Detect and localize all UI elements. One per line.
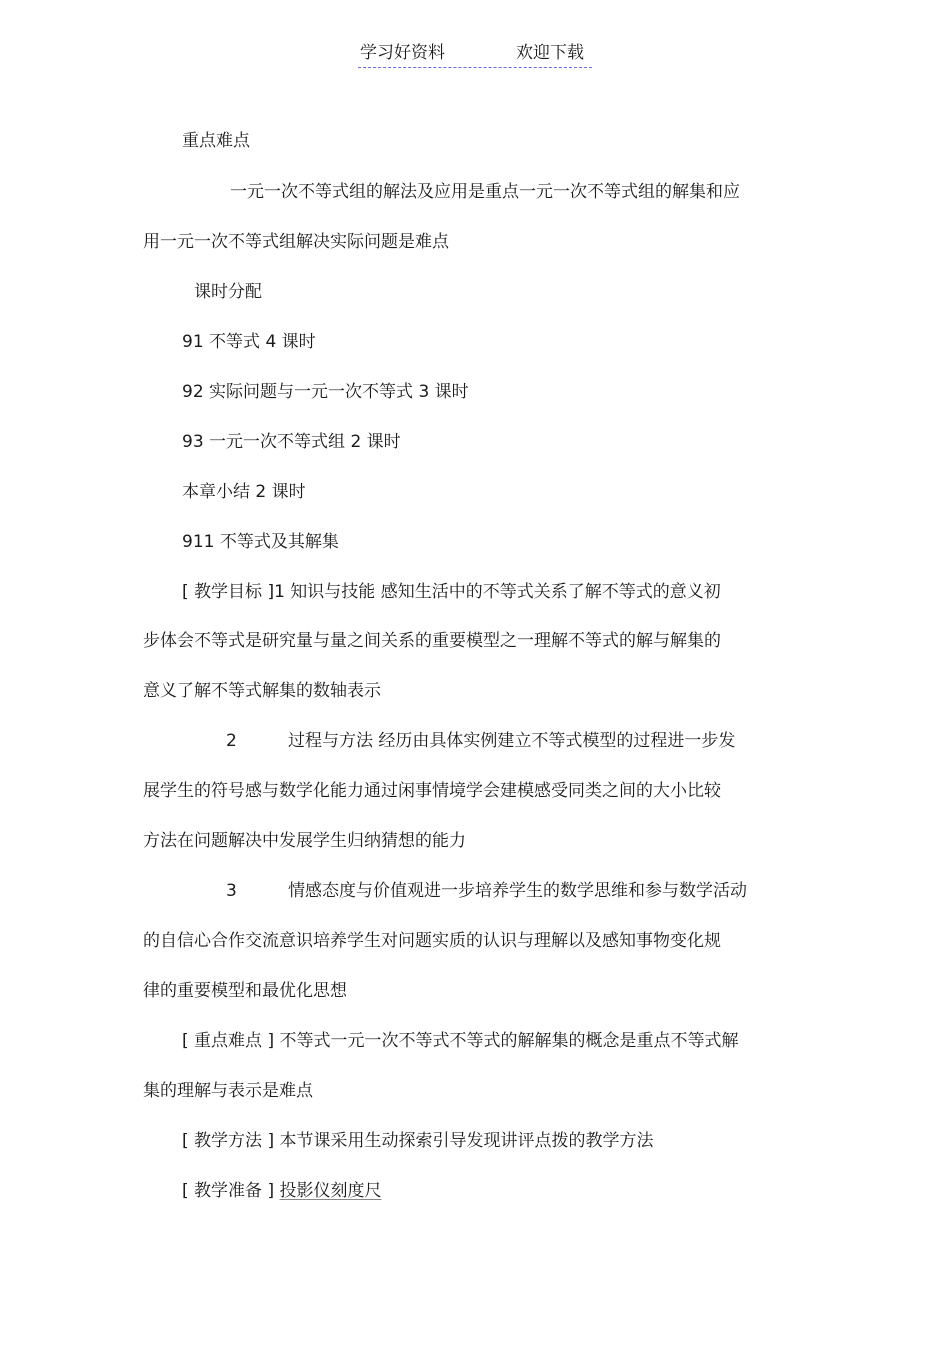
- heading-key-points: 重点难点: [182, 131, 250, 151]
- paragraph-line: 一元一次不等式组的解法及应用是重点一元一次不等式组的解集和应: [230, 182, 740, 202]
- schedule-item: 92 实际问题与一元一次不等式 3 课时: [182, 382, 469, 402]
- paragraph-line: 展学生的符号感与数学化能力通过闲事情境学会建模感受同类之间的大小比较: [143, 781, 721, 801]
- list-number: 2: [226, 731, 237, 751]
- prep-items: 投影仪刻度尺: [279, 1181, 382, 1201]
- schedule-item: 本章小结 2 课时: [182, 482, 306, 502]
- paragraph-line: 集的理解与表示是难点: [143, 1081, 313, 1101]
- paragraph-line: 过程与方法 经历由具体实例建立不等式模型的过程进一步发: [288, 731, 736, 751]
- paragraph-line: 情感态度与价值观进一步培养学生的数学思维和参与数学活动: [288, 881, 747, 901]
- label-prep: [ 教学准备 ]: [182, 1181, 280, 1201]
- paragraph-line: 步体会不等式是研究量与量之间关系的重要模型之一理解不等式的解与解集的: [143, 631, 721, 651]
- paragraph-line: 方法在问题解决中发展学生归纳猜想的能力: [143, 831, 466, 851]
- header-left-text: 学习好资料: [360, 43, 445, 63]
- schedule-item: 91 不等式 4 课时: [182, 332, 316, 352]
- paragraph-line: [ 重点难点 ] 不等式一元一次不等式不等式的解解集的概念是重点不等式解: [182, 1031, 739, 1051]
- paragraph-line: 律的重要模型和最优化思想: [143, 981, 347, 1001]
- page-header: [358, 41, 592, 68]
- heading-schedule: 课时分配: [194, 282, 262, 302]
- paragraph-line: [182, 1179, 381, 1203]
- header-right-text: 欢迎下载: [516, 43, 584, 63]
- paragraph-line: [ 教学目标 ]1 知识与技能 感知生活中的不等式关系了解不等式的意义初: [182, 582, 721, 602]
- paragraph-line: 的自信心合作交流意识培养学生对问题实质的认识与理解以及感知事物变化规: [143, 931, 721, 951]
- paragraph-line: 用一元一次不等式组解决实际问题是难点: [143, 232, 449, 252]
- schedule-item: 93 一元一次不等式组 2 课时: [182, 432, 401, 452]
- paragraph-line: [ 教学方法 ] 本节课采用生动探索引导发现讲评点拨的教学方法: [182, 1131, 654, 1151]
- list-number: 3: [226, 881, 237, 901]
- section-title: 911 不等式及其解集: [182, 532, 339, 552]
- paragraph-line: 意义了解不等式解集的数轴表示: [143, 681, 381, 701]
